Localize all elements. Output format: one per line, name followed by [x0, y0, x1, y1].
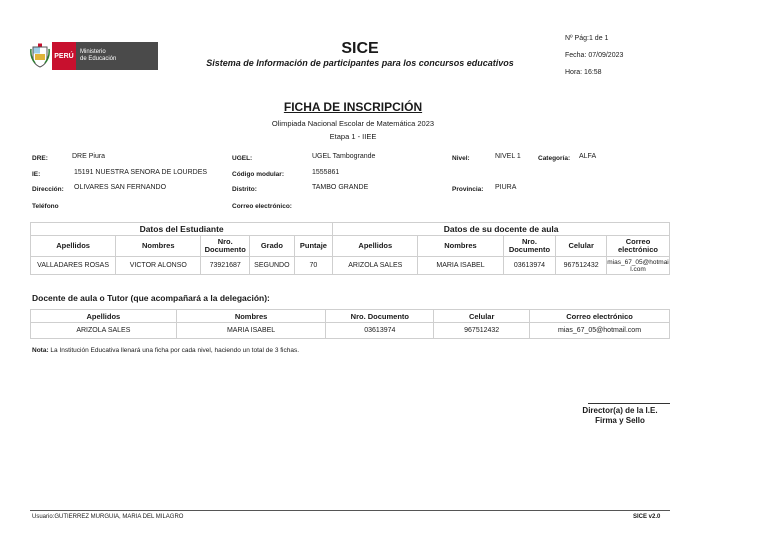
table-cell: VICTOR ALONSO	[116, 257, 201, 275]
table-cell: MARIA ISABEL	[176, 323, 326, 339]
column-header: Celular	[434, 310, 530, 323]
codigo-value: 1555861	[312, 169, 340, 176]
dre-label: DRE:	[32, 155, 48, 162]
peru-tag: PERÚ	[52, 42, 76, 70]
table-cell: 967512432	[556, 257, 607, 275]
signature-line	[588, 403, 670, 404]
column-header: Celular	[556, 236, 607, 257]
footer-divider	[30, 510, 670, 511]
provincia-value: PIURA	[495, 184, 517, 191]
telefono-label: Teléfono	[32, 203, 59, 210]
distrito-value: TAMBO GRANDE	[312, 184, 369, 191]
table-cell: ARIZOLA SALES	[31, 323, 177, 339]
ministry-line-2: de Educación	[80, 56, 117, 62]
signature-subtitle: Firma y Sello	[595, 416, 645, 425]
column-header: Nro. Documento	[503, 236, 556, 257]
column-header: Puntaje	[294, 236, 333, 257]
table-cell: 03613974	[503, 257, 556, 275]
provincia-label: Provincia:	[452, 186, 484, 193]
ugel-value: UGEL Tambogrande	[312, 153, 376, 160]
ministry-line-1: Ministerio	[80, 49, 106, 55]
note	[32, 347, 299, 354]
table-cell: 73921687	[201, 257, 250, 275]
table-cell: mias_67_05@hotmail.com	[530, 323, 670, 339]
table-header-row	[31, 236, 670, 257]
teacher-section-header: Datos de su docente de aula	[333, 223, 670, 236]
table-row	[31, 323, 670, 339]
column-header: Nombres	[116, 236, 201, 257]
system-title: SICE	[341, 40, 379, 57]
column-header: Nro. Documento	[326, 310, 434, 323]
page-number: Nº Pág:1 de 1	[565, 35, 609, 42]
table-cell: 70	[294, 257, 333, 275]
note-text: La Institución Educativa llenará una ficha por cada nivel, haciendo un total de 3 fichas.	[48, 347, 300, 354]
column-header: Apellidos	[31, 236, 116, 257]
system-subtitle: Sistema de Información de participantes para los concursos educativos	[206, 58, 514, 68]
table-cell: MARIA ISABEL	[418, 257, 503, 275]
nivel-label: Nivel:	[452, 155, 470, 162]
table-header-row	[31, 310, 670, 323]
column-header: Apellidos	[333, 236, 418, 257]
table-cell: VALLADARES ROSAS	[31, 257, 116, 275]
column-header: Apellidos	[31, 310, 177, 323]
column-header: Correo electrónico	[607, 236, 670, 257]
print-time: Hora: 16:58	[565, 69, 602, 76]
column-header: Nombres	[418, 236, 503, 257]
tutor-section-title: Docente de aula o Tutor (que acompañará a la delegación):	[32, 293, 270, 303]
nivel-value: NIVEL 1	[495, 153, 521, 160]
table-row	[31, 257, 670, 275]
correo-label: Correo electrónico:	[232, 203, 292, 210]
table-cell: 967512432	[434, 323, 530, 339]
direccion-label: Dirección:	[32, 186, 64, 193]
ie-label: IE:	[32, 171, 41, 178]
footer-user: Usuario:GUTIERREZ MURGUIA, MARIA DEL MILAGRO	[32, 514, 184, 520]
student-teacher-table	[30, 222, 670, 275]
ie-value: 15191 NUESTRA SENORA DE LOURDES	[74, 169, 208, 176]
categoria-value: ALFA	[579, 153, 597, 160]
distrito-label: Distrito:	[232, 186, 257, 193]
categoria-label: Categoría:	[538, 155, 571, 162]
dre-value: DRE Piura	[72, 153, 106, 160]
ugel-label: UGEL:	[232, 155, 253, 162]
footer-version: SICE v2.0	[633, 514, 661, 520]
competition-stage: Etapa 1 - IIEE	[329, 132, 377, 141]
competition-name: Olimpiada Nacional Escolar de Matemática 2023	[271, 119, 435, 128]
column-header: Nombres	[176, 310, 326, 323]
tutor-table	[30, 309, 670, 339]
signature-title: Director(a) de la I.E.	[582, 406, 658, 415]
column-header: Nro. Documento	[201, 236, 250, 257]
form-title: FICHA DE INSCRIPCIÓN	[283, 100, 423, 114]
print-date: Fecha: 07/09/2023	[565, 52, 624, 59]
codigo-label: Código modular:	[232, 171, 284, 178]
table-cell: 03613974	[326, 323, 434, 339]
column-header: Grado	[250, 236, 295, 257]
student-section-header: Datos del Estudiante	[31, 223, 333, 236]
direccion-value: OLIVARES SAN FERNANDO	[74, 184, 167, 191]
table-cell: ARIZOLA SALES	[333, 257, 418, 275]
table-cell: SEGUNDO	[250, 257, 295, 275]
column-header: Correo electrónico	[530, 310, 670, 323]
table-cell: mias_67_05@hotmail.com	[607, 258, 669, 273]
note-label: Nota:	[32, 347, 49, 354]
